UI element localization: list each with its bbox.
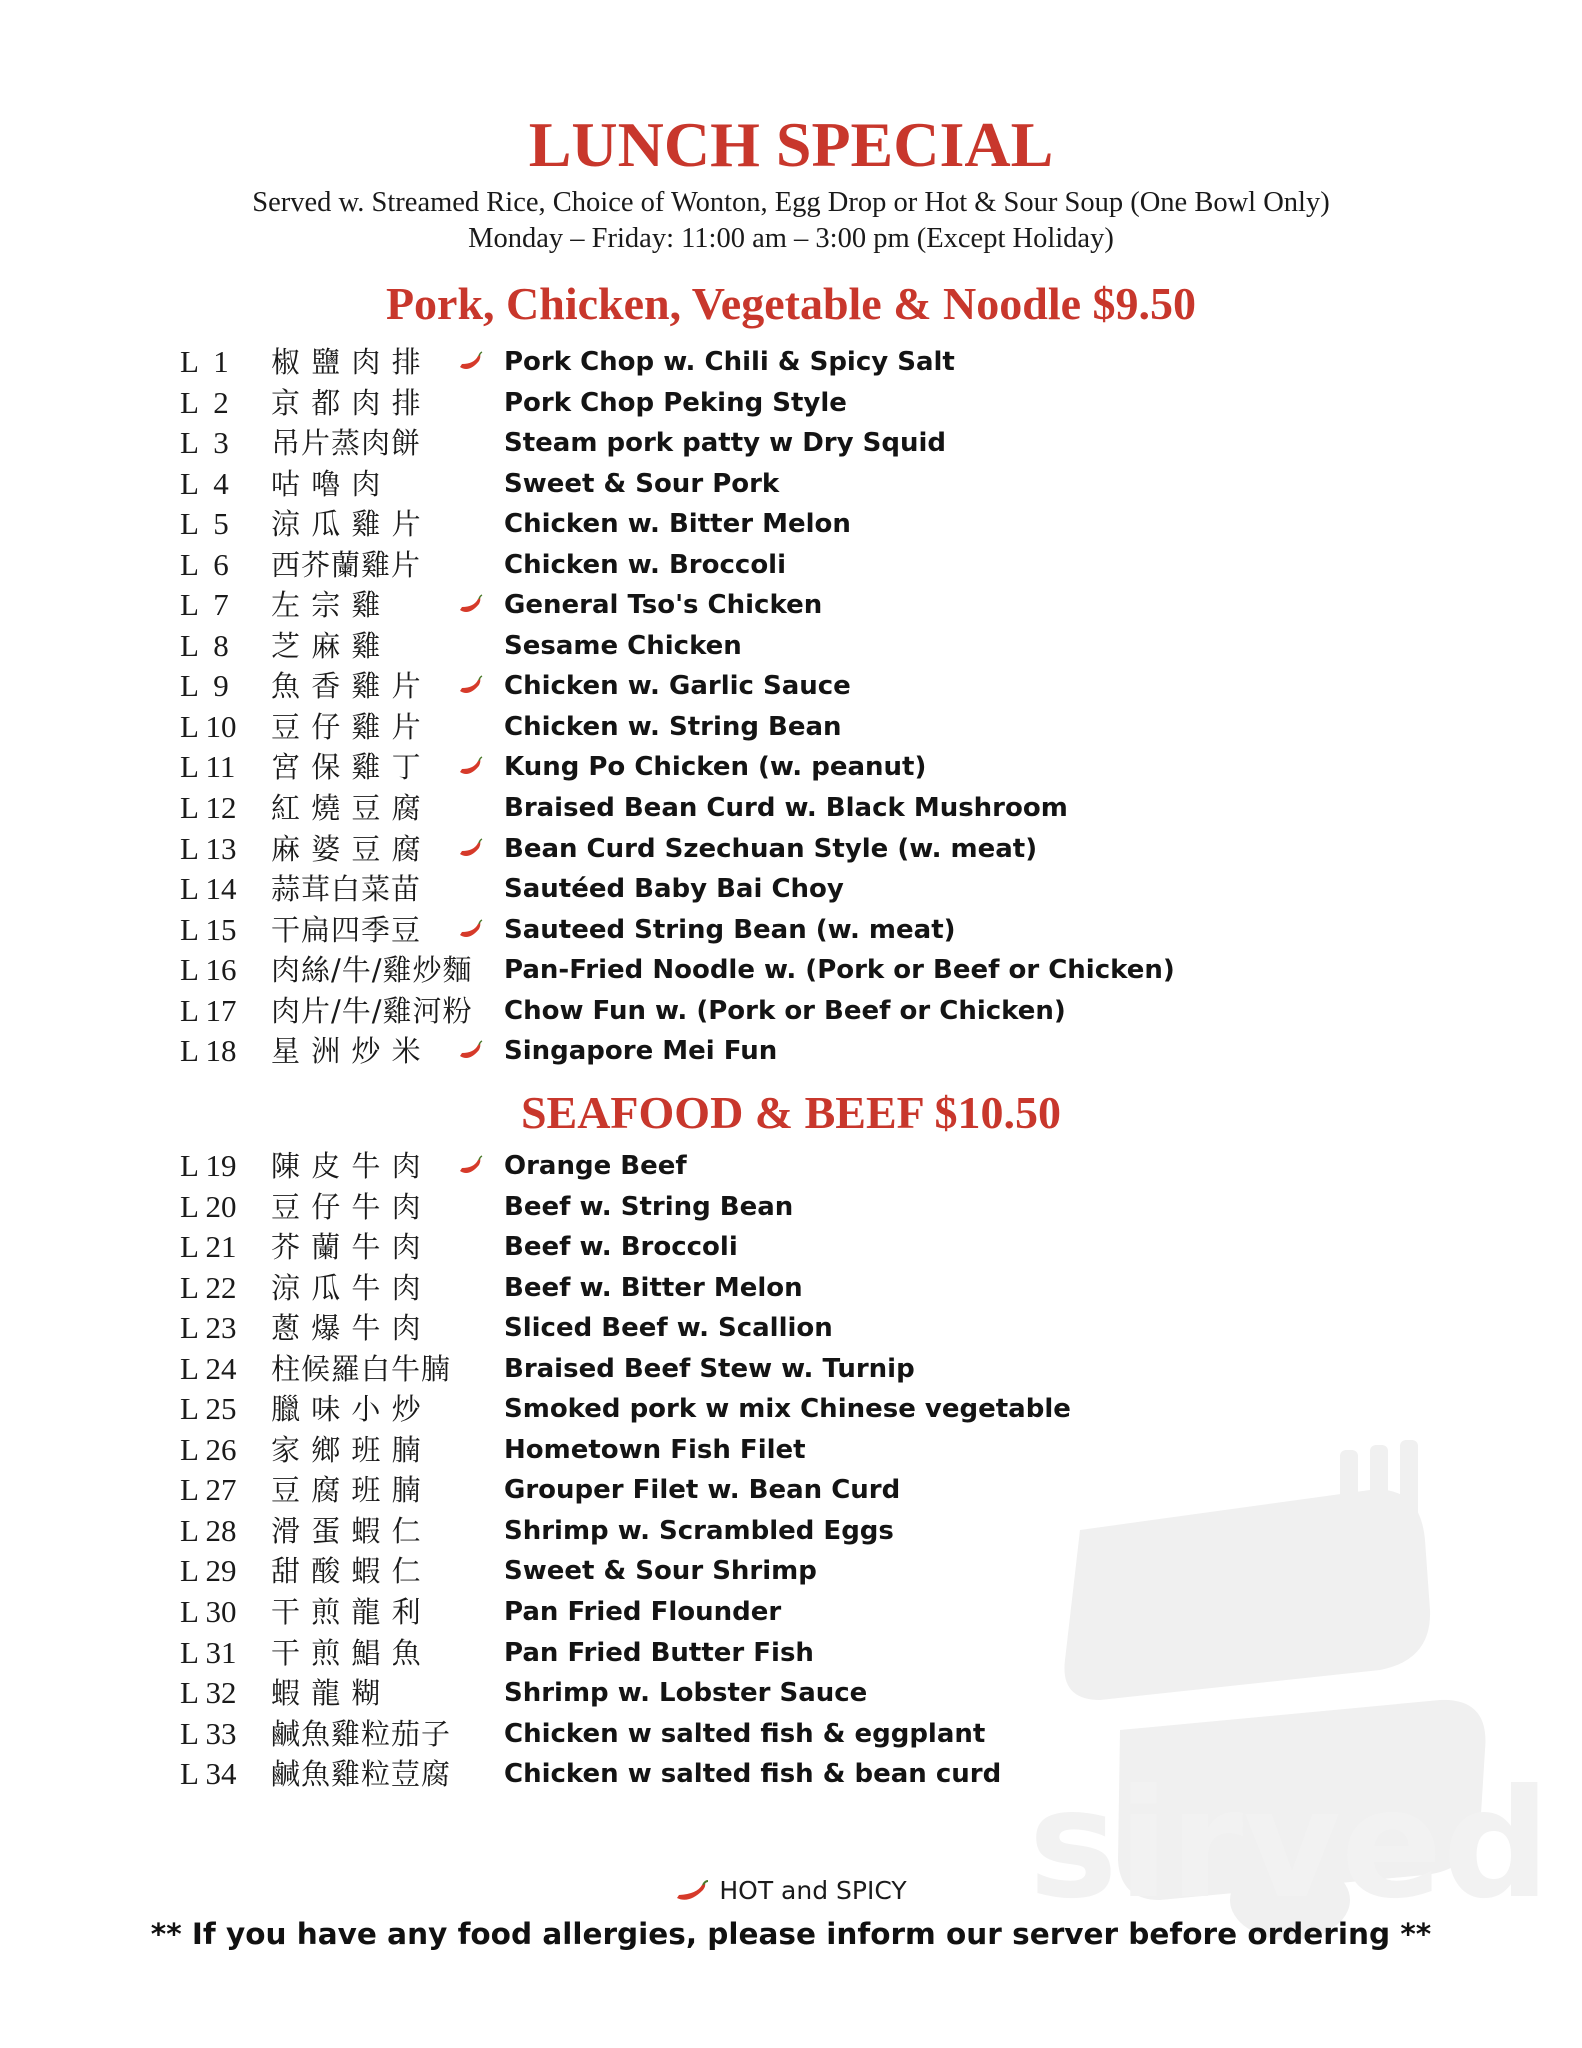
chili-pepper-icon <box>459 756 483 778</box>
chili-pepper-icon <box>459 675 483 697</box>
item-english-name: Beef w. String Bean <box>504 1191 794 1222</box>
item-chinese-name: 魚 香 雞 片 <box>271 669 422 704</box>
menu-item <box>180 869 1430 910</box>
item-code: L 17 <box>180 992 237 1028</box>
menu-item <box>180 788 1430 829</box>
item-english-name: Chicken w salted fish & eggplant <box>504 1718 986 1749</box>
menu-item <box>180 1754 1430 1795</box>
item-code: L 28 <box>180 1512 237 1548</box>
item-english-name: Chicken w salted fish & bean curd <box>504 1759 1002 1790</box>
item-code: L 24 <box>180 1350 237 1386</box>
item-code: L 4 <box>180 465 229 501</box>
menu-item <box>180 1673 1430 1714</box>
item-chinese-name: 西芥蘭雞片 <box>271 547 422 582</box>
item-code: L 5 <box>180 506 229 542</box>
item-english-name: Sautéed Baby Bai Choy <box>504 874 844 905</box>
menu-item <box>180 950 1430 991</box>
item-english-name: Orange Beef <box>504 1151 687 1181</box>
item-english-name: Sweet & Sour Pork <box>504 468 780 499</box>
item-code: L 14 <box>180 871 237 907</box>
item-code: L 1 <box>180 344 229 379</box>
item-english-name: Sauteed String Bean (w. meat) <box>504 914 956 945</box>
item-code: L 30 <box>180 1594 237 1630</box>
item-code: L 9 <box>180 668 229 704</box>
menu-item <box>180 829 1430 870</box>
item-code: L 15 <box>180 911 237 947</box>
item-english-name: Sliced Beef w. Scallion <box>504 1313 833 1344</box>
item-english-name: Steam pork patty w Dry Squid <box>504 428 946 459</box>
item-chinese-name: 京 都 肉 排 <box>271 385 422 420</box>
item-english-name: General Tso's Chicken <box>504 590 823 621</box>
item-code: L 13 <box>180 830 237 866</box>
chili-pepper-icon <box>459 919 483 941</box>
item-english-name: Sweet & Sour Shrimp <box>504 1556 817 1587</box>
item-code: L 8 <box>180 627 229 663</box>
item-chinese-name: 肉片/牛/雞河粉 <box>271 993 473 1028</box>
menu-item <box>180 991 1430 1032</box>
item-english-name: Hometown Fish Filet <box>504 1434 806 1465</box>
item-chinese-name: 涼 瓜 牛 肉 <box>271 1270 422 1305</box>
item-chinese-name: 家 鄉 班 腩 <box>271 1432 422 1467</box>
menu-item <box>180 1430 1430 1471</box>
item-code: L 6 <box>180 546 229 582</box>
page-title: LUNCH SPECIAL <box>528 109 1054 180</box>
item-code: L 34 <box>180 1756 237 1792</box>
spicy-legend <box>0 1873 1582 1909</box>
item-chinese-name: 臘 味 小 炒 <box>271 1392 422 1427</box>
menu-item <box>180 1349 1430 1390</box>
item-english-name: Bean Curd Szechuan Style (w. meat) <box>504 833 1038 864</box>
item-english-name: Chicken w. Garlic Sauce <box>504 671 851 702</box>
item-chinese-name: 滑 蛋 蝦 仁 <box>271 1513 422 1548</box>
item-english-name: Chicken w. Bitter Melon <box>504 509 851 540</box>
item-chinese-name: 干 煎 鯧 魚 <box>271 1635 422 1670</box>
item-chinese-name: 鹹魚雞粒荳腐 <box>271 1757 452 1792</box>
item-chinese-name: 咕 嚕 肉 <box>271 466 382 501</box>
item-code: L 21 <box>180 1229 237 1265</box>
menu-item <box>180 1268 1430 1309</box>
menu-header <box>0 105 1582 257</box>
item-chinese-name: 麻 婆 豆 腐 <box>271 831 422 866</box>
item-code: L 18 <box>180 1033 237 1069</box>
item-code: L 29 <box>180 1553 237 1589</box>
section-title-seafood-beef: SEAFOOD & BEEF $10.50 <box>520 1087 1062 1138</box>
item-chinese-name: 宮 保 雞 丁 <box>271 750 422 785</box>
menu-item <box>180 666 1430 707</box>
item-english-name: Beef w. Broccoli <box>504 1232 738 1263</box>
item-chinese-name: 干 煎 龍 利 <box>271 1595 422 1630</box>
item-code: L 7 <box>180 587 229 623</box>
menu-item <box>180 1227 1430 1268</box>
item-code: L 2 <box>180 384 229 420</box>
item-chinese-name: 芥 蘭 牛 肉 <box>271 1230 422 1265</box>
chili-pepper-icon <box>459 594 483 616</box>
subtitle-served-with: Served w. Streamed Rice, Choice of Wonton, Egg Drop or Hot & Sour Soup (One Bowl Only) <box>252 187 1330 218</box>
item-english-name: Kung Po Chicken (w. peanut) <box>504 752 927 783</box>
menu-item <box>180 1714 1430 1755</box>
item-code: L 12 <box>180 790 237 826</box>
item-english-name: Chicken w. String Bean <box>504 711 842 742</box>
item-english-name: Braised Bean Curd w. Black Mushroom <box>504 793 1068 824</box>
item-chinese-name: 柱候羅白牛腩 <box>271 1351 452 1386</box>
menu-item <box>180 585 1430 626</box>
item-chinese-name: 椒 鹽 肉 排 <box>271 345 422 379</box>
chili-pepper-icon <box>675 1880 709 1904</box>
chili-pepper-icon <box>459 1155 483 1177</box>
item-code: L 19 <box>180 1148 237 1183</box>
item-english-name: Smoked pork w mix Chinese vegetable <box>504 1394 1071 1425</box>
item-english-name: Pork Chop Peking Style <box>504 387 847 418</box>
item-english-name: Shrimp w. Lobster Sauce <box>504 1678 868 1709</box>
menu-item <box>180 626 1430 667</box>
allergy-notice: ** If you have any food allergies, please inform our server before ordering ** <box>150 1917 1432 1951</box>
item-code: L 33 <box>180 1715 237 1751</box>
item-english-name: Sesame Chicken <box>504 630 742 661</box>
chili-pepper-icon <box>459 351 483 373</box>
item-english-name: Pan Fried Flounder <box>504 1597 782 1628</box>
item-chinese-name: 芝 麻 雞 <box>271 628 382 663</box>
item-english-name: Pork Chop w. Chili & Spicy Salt <box>504 347 955 377</box>
item-code: L 11 <box>180 749 236 785</box>
menu-item <box>180 1592 1430 1633</box>
item-code: L 32 <box>180 1675 237 1711</box>
menu-list-seafood-beef <box>180 1146 1430 1795</box>
item-chinese-name: 鹹魚雞粒茄子 <box>271 1716 452 1751</box>
item-english-name: Chicken w. Broccoli <box>504 549 787 580</box>
item-chinese-name: 紅 燒 豆 腐 <box>271 791 422 826</box>
item-chinese-name: 吊片蒸肉餅 <box>271 426 422 461</box>
menu-item <box>180 464 1430 505</box>
item-code: L 26 <box>180 1431 237 1467</box>
menu-item <box>180 1389 1430 1430</box>
item-code: L 3 <box>180 425 229 461</box>
item-code: L 25 <box>180 1391 237 1427</box>
item-chinese-name: 豆 腐 班 腩 <box>271 1473 422 1508</box>
item-chinese-name: 涼 瓜 雞 片 <box>271 507 422 542</box>
menu-item <box>180 1633 1430 1674</box>
item-chinese-name: 左 宗 雞 <box>271 588 382 623</box>
menu-item <box>180 1551 1430 1592</box>
menu-item <box>180 1308 1430 1349</box>
item-english-name: Grouper Filet w. Bean Curd <box>504 1475 901 1506</box>
menu-item <box>180 383 1430 424</box>
item-english-name: Braised Beef Stew w. Turnip <box>504 1353 915 1384</box>
menu-item <box>180 1146 1430 1187</box>
section-title-pork-chicken: Pork, Chicken, Vegetable & Noodle $9.50 <box>385 278 1197 329</box>
item-code: L 22 <box>180 1269 237 1305</box>
menu-item <box>180 504 1430 545</box>
item-chinese-name: 蒜茸白菜苗 <box>271 872 422 907</box>
item-chinese-name: 蝦 龍 糊 <box>271 1676 382 1711</box>
menu-item <box>180 545 1430 586</box>
spicy-legend-label: HOT and SPICY <box>719 1876 907 1905</box>
item-chinese-name: 豆 仔 牛 肉 <box>271 1189 422 1224</box>
item-code: L 27 <box>180 1472 237 1508</box>
subtitle-hours: Monday – Friday: 11:00 am – 3:00 pm (Except Holiday) <box>468 223 1114 254</box>
item-english-name: Pan-Fried Noodle w. (Pork or Beef or Chicken) <box>504 955 1175 986</box>
item-chinese-name: 陳 皮 牛 肉 <box>271 1149 422 1183</box>
watermark-text: sirved <box>1028 1758 1550 1932</box>
menu-list-pork-chicken <box>180 342 1430 1072</box>
item-english-name: Beef w. Bitter Melon <box>504 1272 803 1303</box>
item-code: L 16 <box>180 952 237 988</box>
item-code: L 31 <box>180 1634 237 1670</box>
item-english-name: Pan Fried Butter Fish <box>504 1637 814 1668</box>
menu-item <box>180 1187 1430 1228</box>
item-chinese-name: 甜 酸 蝦 仁 <box>271 1554 422 1589</box>
item-chinese-name: 干扁四季豆 <box>271 912 422 947</box>
menu-item <box>180 1511 1430 1552</box>
item-chinese-name: 蔥 爆 牛 肉 <box>271 1311 422 1346</box>
chili-pepper-icon <box>459 838 483 860</box>
item-code: L 20 <box>180 1188 237 1224</box>
item-code: L 10 <box>180 708 237 744</box>
item-chinese-name: 星 洲 炒 米 <box>271 1034 422 1069</box>
menu-item <box>180 342 1430 383</box>
item-english-name: Shrimp w. Scrambled Eggs <box>504 1515 894 1546</box>
item-english-name: Singapore Mei Fun <box>504 1036 778 1067</box>
item-chinese-name: 豆 仔 雞 片 <box>271 709 422 744</box>
menu-item <box>180 1470 1430 1511</box>
menu-item <box>180 747 1430 788</box>
item-english-name: Chow Fun w. (Pork or Beef or Chicken) <box>504 995 1066 1026</box>
menu-item <box>180 1031 1430 1072</box>
item-chinese-name: 肉絲/牛/雞炒麵 <box>271 953 473 988</box>
menu-item <box>180 910 1430 951</box>
item-code: L 23 <box>180 1310 237 1346</box>
menu-item <box>180 707 1430 748</box>
menu-item <box>180 423 1430 464</box>
chili-pepper-icon <box>459 1040 483 1062</box>
